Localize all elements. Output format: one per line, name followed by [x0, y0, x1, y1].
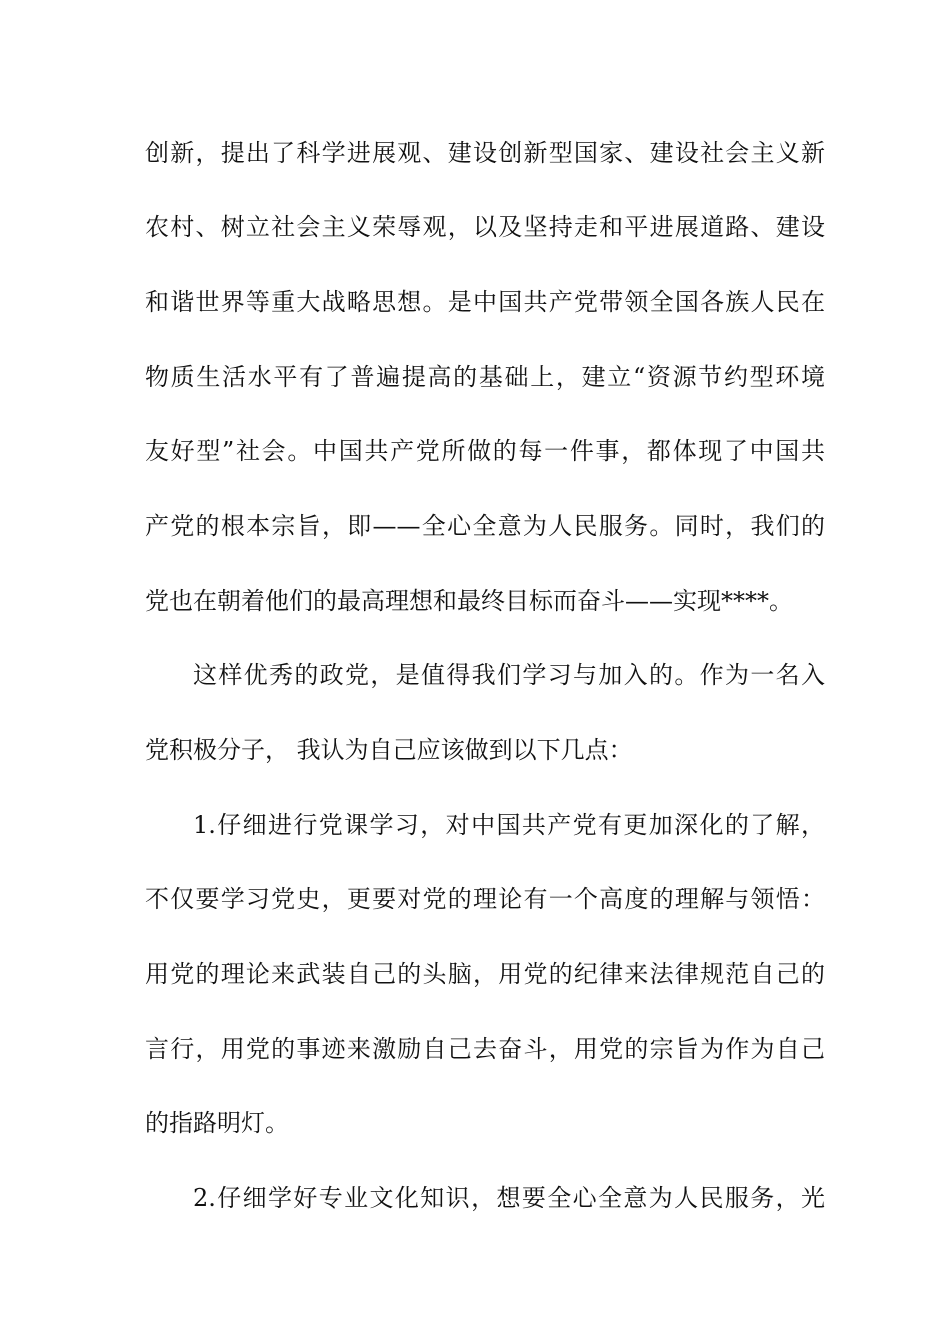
- text-line: 创新，提出了科学进展观、建设创新型国家、建设社会主义新: [145, 139, 825, 167]
- text-line: 友好型”社会。中国共产党所做的每一件事，都体现了中国共: [145, 437, 825, 465]
- text-line: 2.仔细学好专业文化知识，想要全心全意为人民服务，光: [193, 1184, 825, 1212]
- text-line: 农村、树立社会主义荣辱观，以及坚持走和平进展道路、建设: [145, 213, 825, 241]
- text-line: 这样优秀的政党，是值得我们学习与加入的。作为一名入: [193, 661, 825, 689]
- text-line: 的指路明灯。: [145, 1109, 289, 1137]
- text-line: 言行，用党的事迹来激励自己去奋斗，用党的宗旨为作为自己: [145, 1035, 825, 1063]
- text-line: 和谐世界等重大战略思想。是中国共产党带领全国各族人民在: [145, 288, 825, 316]
- text-line: 用党的理论来武装自己的头脑，用党的纪律来法律规范自己的: [145, 960, 825, 988]
- text-line: 党积极分子， 我认为自己应该做到以下几点：: [145, 736, 633, 764]
- text-line: 1.仔细进行党课学习，对中国共产党有更加深化的了解，: [193, 811, 825, 839]
- text-line: 产党的根本宗旨，即——全心全意为人民服务。同时，我们的: [145, 512, 825, 540]
- text-line: 党也在朝着他们的最高理想和最终目标而奋斗——实现****。: [145, 587, 793, 615]
- text-line: 不仅要学习党史，更要对党的理论有一个高度的理解与领悟：: [145, 885, 825, 913]
- text-line: 物质生活水平有了普遍提高的基础上，建立“资源节约型环境: [145, 363, 825, 391]
